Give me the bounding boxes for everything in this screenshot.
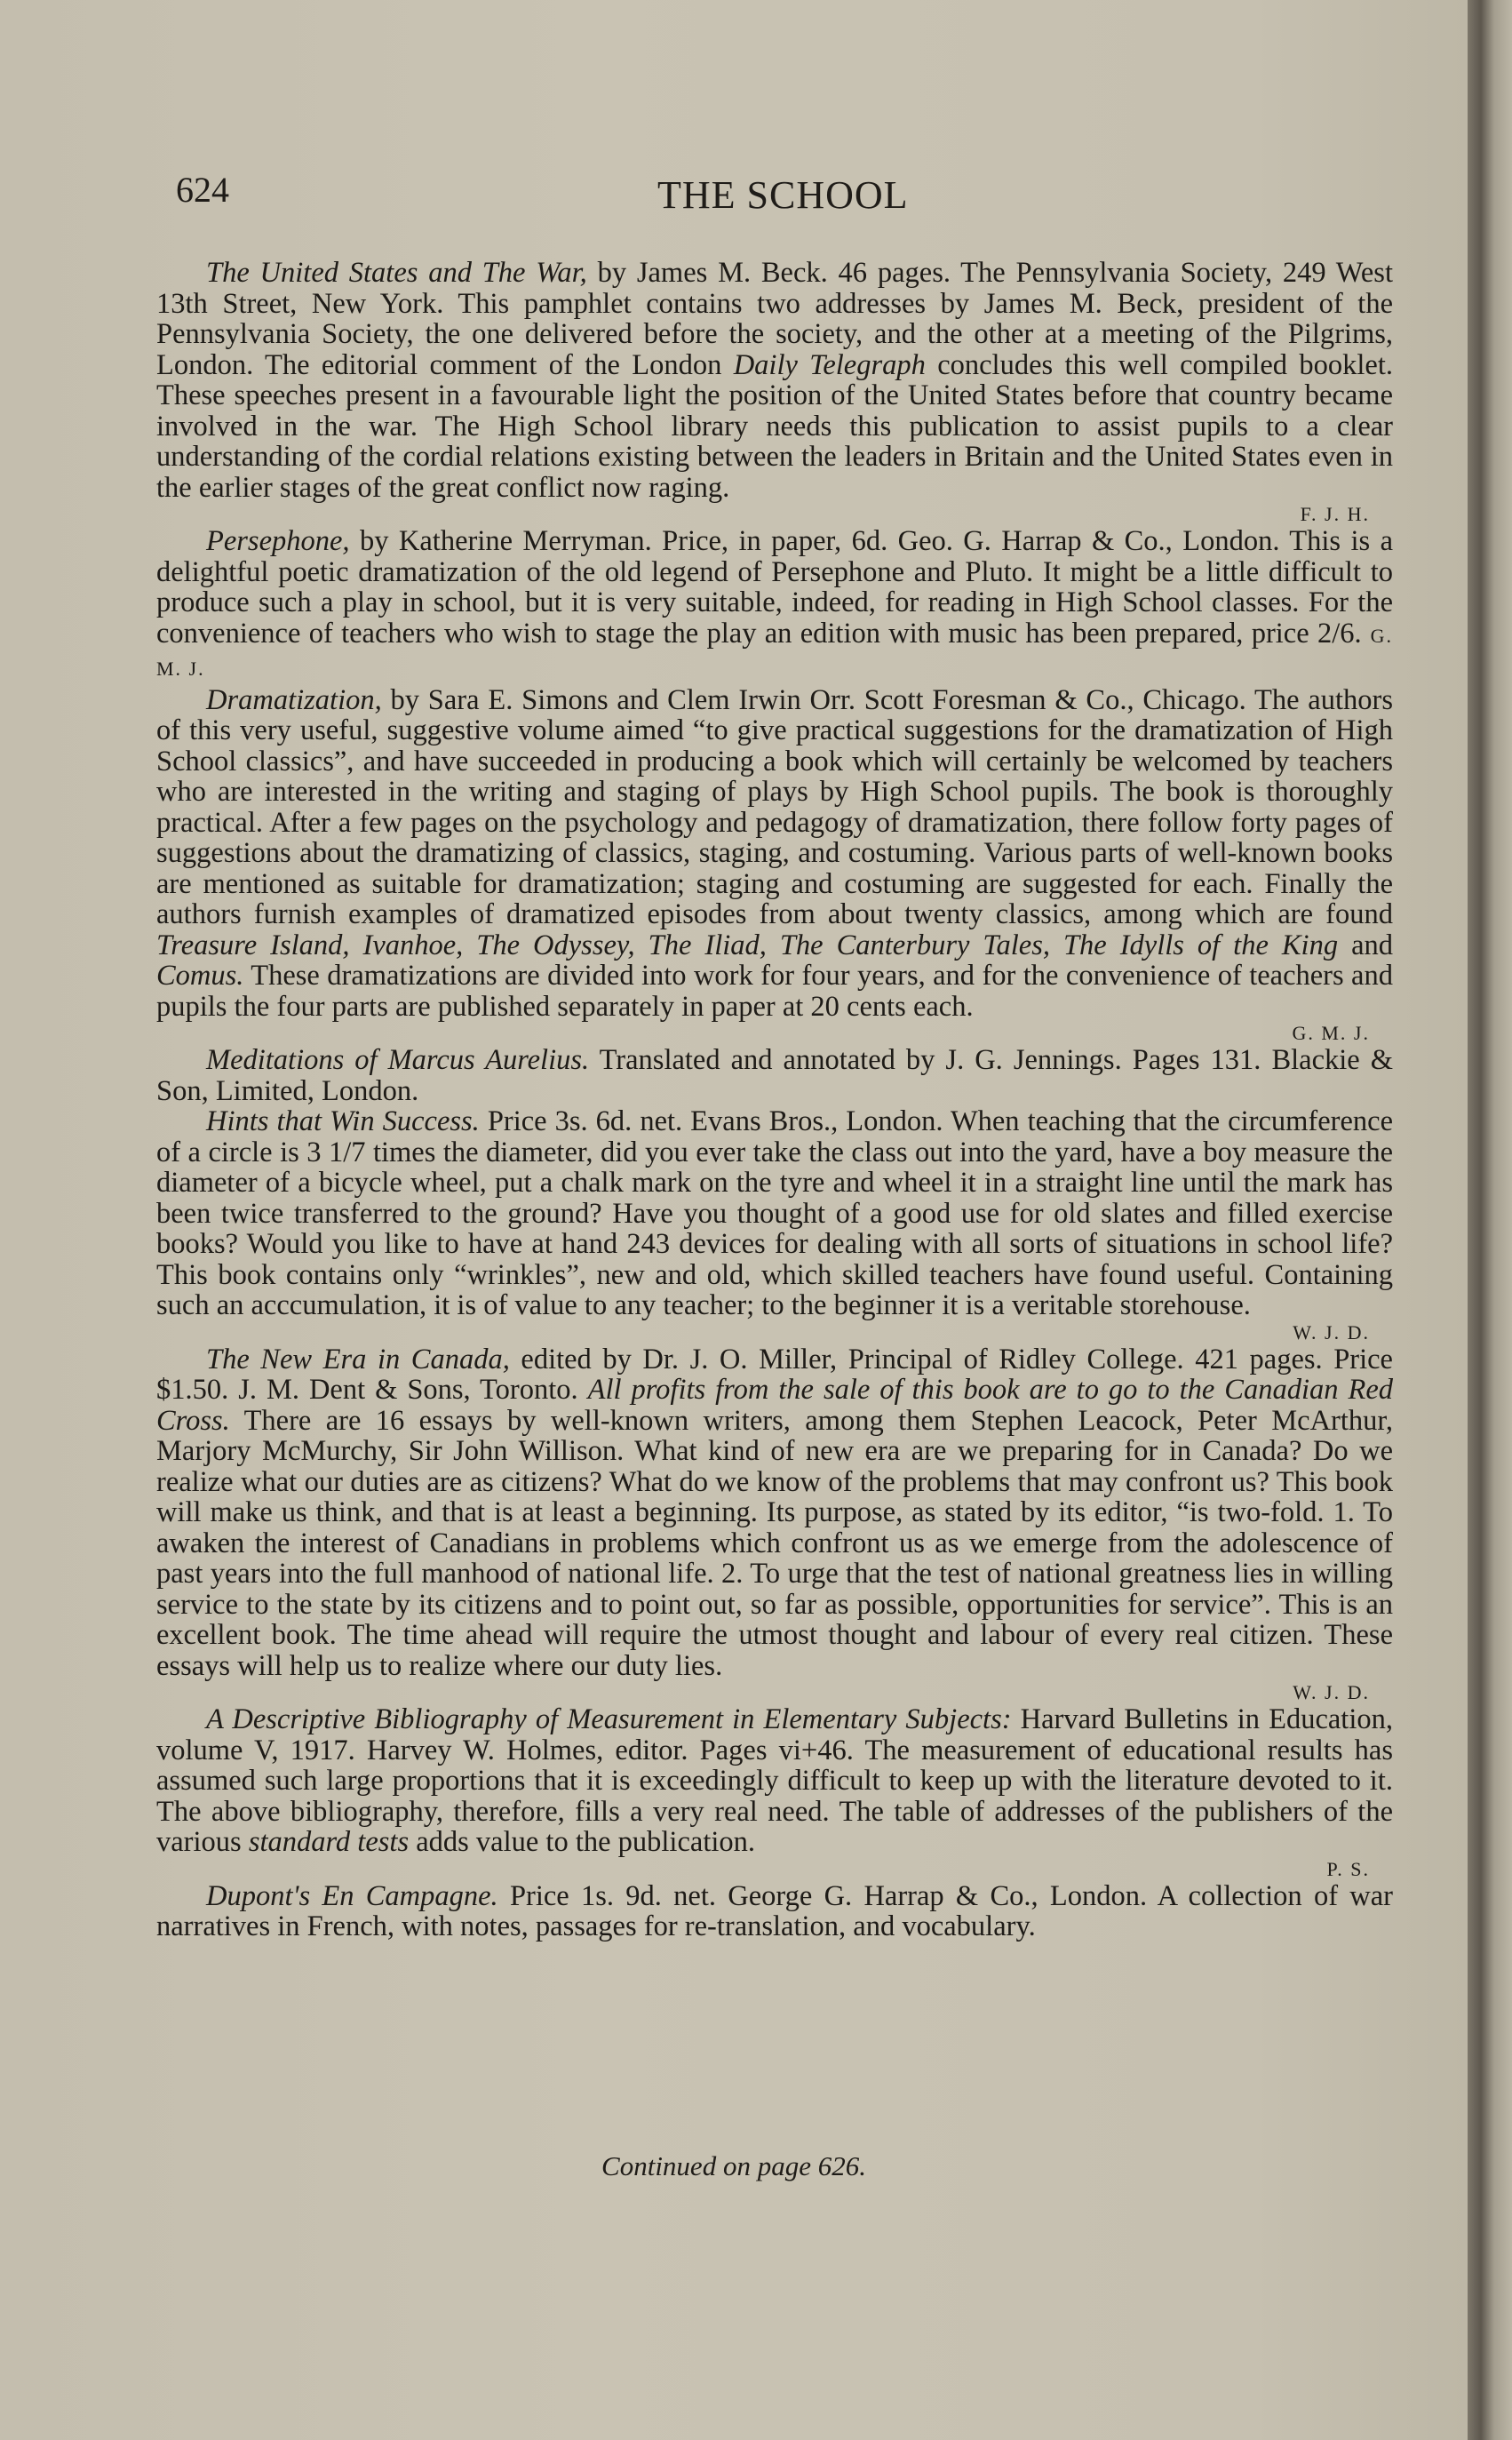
review-entry-bibliography — [156, 1704, 1393, 1881]
page-number: 624 — [176, 170, 229, 210]
review-paragraph — [156, 526, 1393, 685]
reviewer-initials: F. J. H. — [1300, 503, 1370, 525]
review-paragraph — [156, 1881, 1393, 1942]
reviewer-initials: W. J. D. — [1293, 1320, 1370, 1344]
review-paragraph — [156, 1106, 1393, 1321]
review-paragraph — [156, 1344, 1393, 1682]
review-text: by James M. Beck. 46 pages. The Pennsylvania Society, 249 West 13th Street, New York. This pamphlet contains two addresses by James M. Beck, president of the Pennsylvania Society, the one delivered before the society, and the other at a meeting of the Pilgrims, London. The editorial comment of the London — [156, 257, 1393, 381]
review-text: by Sara E. Simons and Clem Irwin Orr. Scott Foresman & Co., Chicago. The authors of this very useful, suggestive volume aimed “to give practical suggestions for the dramatization of High School classics”, and have succeeded in producing a book which will certainly be welcomed by teachers who are interested in the writing and staging of plays by High School pupils. The book is thoroughly practical. After a few pages on the psychology and pedagogy of dramatization, there follow forty pages of suggestions about the dramatizing of classics, staging, and costuming. Various parts of well-known books are mentioned as suitable for dramatization; staging and costuming are suggested for each. Finally the authors furnish examples of dramatized episodes from about twenty classics, among which are found — [156, 683, 1393, 930]
review-text: concludes this well compiled booklet. These speeches present in a favourable light the position of the United States before that country became involved in the war. The High School library needs this publication to assist pupils to a clear understanding of the cordial relations existing between the leaders in Britain and the United States even in the earlier stages of the great conflict now raging. — [156, 348, 1393, 504]
review-text: by Katherine Merryman. Price, in paper, 6d. Geo. G. Harrap & Co., London. This is a delightful poetic dramatization of the old legend of Persephone and Pluto. It might be a little difficult to produce such a play in school, but it is very suitable, indeed, for reading in High School classes. For the convenience of teachers who wish to stage the play an edition with music has been prepared, price 2/6. — [156, 525, 1393, 650]
review-text: There are 16 essays by well-known writers, among them Stephen Leacock, Peter McArthur, Marjory McMurchy, Sir John Willison. What kind of new era are we preparing for in Canada? Do we realize what our duties are as citizens? What do we know of the problems that may confront us? This book will make us think, and that is at least a beginning. Its purpose, as stated by its editor, “is two-fold. 1. To awaken the interest of Canadians in problems which confront us as we emerge from the adolescence of past years into the full manhood of national life. 2. To urge that the test of national greatness lies in willing service to the state by its citizens and to point out, so far as possible, opportunities for service”. This is an excellent book. The time ahead will require the utmost thought and labour of every real citizen. These essays will help us to realize where our duty lies. — [156, 1404, 1393, 1682]
review-text: Harvard Bulletins in Education, volume V, 1917. Harvey W. Holmes, editor. Pages vi+46. The measurement of educational results has assumed such large proportions that it is exceedingly difficult to keep up with the literature devoted to it. The above bibliography, therefore, fills a very real need. The table of addresses of the publishers of the various — [156, 1703, 1393, 1858]
review-text: Price 1s. 9d. net. George G. Harrap & Co., London. A collection of war narratives in French, with notes, passages for re-translation, and vocabulary. — [156, 1879, 1394, 1942]
review-emphasis: Comus. — [156, 960, 244, 992]
review-title: Hints that Win Success. — [206, 1105, 480, 1137]
review-entry-new-era — [156, 1344, 1393, 1705]
review-entry-dupont — [156, 1881, 1393, 1942]
reviewer-initials: G. M. J. — [156, 624, 1393, 680]
review-text: Translated and annotated by J. G. Jennings. Pages 131. Blackie & Son, Limited, London. — [156, 1044, 1393, 1107]
review-entry-meditations — [156, 1045, 1393, 1106]
reviewer-initials: G. M. J. — [1292, 1022, 1370, 1044]
review-text: adds value to the publication. — [409, 1826, 755, 1858]
review-text: These dramatizations are divided into work for four years, and for the convenience of teachers and pupils the four parts are published separately in paper at 20 cents each. — [156, 960, 1393, 1023]
review-title: Dupont's En Campagne. — [206, 1879, 498, 1912]
review-column — [156, 258, 1393, 1942]
review-emphasis: Daily Telegraph — [733, 348, 926, 381]
review-emphasis: standard tests — [248, 1826, 410, 1858]
review-entry-united-states — [156, 258, 1393, 526]
review-paragraph — [156, 258, 1393, 503]
page-header — [0, 160, 1468, 231]
review-text: edited by Dr. J. O. Miller, Principal of Ridley College. 421 pages. Price $1.50. J. M. Dent & Sons, Toronto. — [156, 1343, 1393, 1406]
review-title: Meditations of Marcus Aurelius. — [206, 1044, 590, 1076]
review-text: Price 3s. 6d. net. Evans Bros., London. When teaching that the circumference of a circle is 3 1/7 times the diameter, did you ever take the class out into the yard, have a boy measure the diameter of a bicycle wheel, put a chalk mark on the tyre and wheel it in a straight line until the mark has been twice transferred to the ground? Have you thought of a good use for old slates and filled exercise books? Would you like to have at hand 243 devices for dealing with all sorts of situations in school life? This book contains only “wrinkles”, new and old, which skilled teachers have found useful. Containing such an acccumulation, it is of value to any teacher; to the beginner it is a veritable storehouse. — [156, 1105, 1393, 1321]
review-paragraph — [156, 685, 1393, 1023]
review-title: The New Era in Canada, — [206, 1343, 510, 1375]
review-title: A Descriptive Bibliography of Measurement in Elementary Subjects: — [206, 1703, 1012, 1735]
review-title: Persephone, — [206, 525, 350, 557]
review-paragraph — [156, 1045, 1393, 1106]
continued-note: Continued on page 626. — [601, 2150, 866, 2181]
review-entry-persephone — [156, 526, 1393, 685]
reviewer-initials: P. S. — [1326, 1857, 1370, 1880]
review-emphasis: All profits from the sale of this book are to go to the Canadian Red Cross. — [156, 1374, 1393, 1437]
review-emphasis: Treasure Island, Ivanhoe, The Odyssey, The Iliad, The Canterbury Tales, The Idylls of the King — [156, 929, 1339, 961]
review-entry-dramatization — [156, 685, 1393, 1046]
review-title: The United States and The War, — [206, 257, 587, 289]
review-text: and — [1338, 929, 1393, 961]
running-head: THE SCHOOL — [657, 173, 909, 217]
review-title: Dramatization, — [206, 683, 382, 716]
reviewer-initials: W. J. D. — [1293, 1681, 1370, 1703]
book-spine-edge — [1468, 0, 1512, 2440]
review-entry-hints — [156, 1106, 1393, 1344]
review-paragraph — [156, 1704, 1393, 1858]
